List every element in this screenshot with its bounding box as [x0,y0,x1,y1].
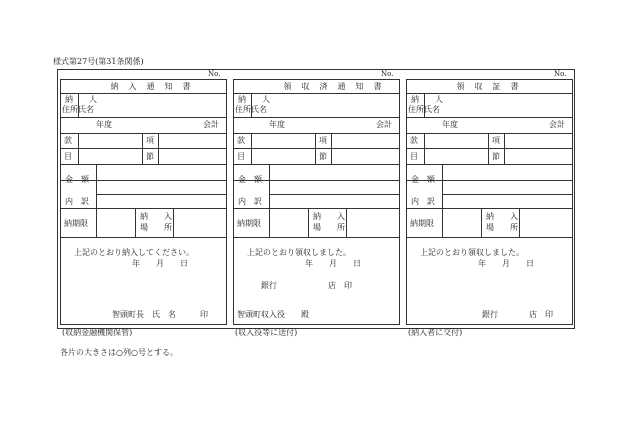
panel-1-date: 年 月 日 [132,259,188,268]
panel-3-message: 上記のとおり領収しました。 [420,248,524,257]
panel-3-nendo-label: 年度 [442,120,458,129]
panel-1-hline-6 [60,237,226,238]
panel-2-date: 年 月 日 [305,259,361,268]
form-reference: 様式第27号(第31条関係) [53,57,144,66]
panel-3-hline-2 [406,133,572,134]
panel-3-vline-place [519,208,520,237]
panel-2-vline-kou-left [315,133,316,164]
panel-3-place-label-2: 場 所 [486,223,518,232]
panel-1-vline-place [173,208,174,237]
panel-1-setsu-label: 節 [146,152,154,161]
panel-3-hline-0 [406,93,572,94]
panel-1-hline-0 [60,93,226,94]
panel-2-moku-label: 目 [237,152,245,161]
panel-1-vline-kou-left [142,133,143,164]
panel-2-no-label: No. [381,70,394,78]
panel-2-signature: 智頭町収入役 殿 [237,310,309,319]
panel-2-place-label-1: 納 入 [313,212,345,221]
panel-2-kigen-label: 納期限 [237,219,261,228]
panel-1-vline-kou-right [158,133,159,164]
panel-2-branch-seal: 店 印 [328,281,352,290]
panel-3-setsu-label: 節 [492,152,500,161]
panel-3-hline-5 [406,208,572,209]
panel-2-vline-kan [251,133,252,164]
panel-2-nendo-label: 年度 [269,120,285,129]
panel-2-footer-note: (収入役等に送付) [235,328,298,337]
panel-3-hline-4 [406,164,572,165]
panel-1-kaikei-label: 会計 [203,120,219,129]
panel-3-bank-label: 銀行 [482,310,498,319]
panel-2-amount-rule-2 [269,194,399,195]
panel-2-nyu-label: 納 人 [238,95,270,104]
panel-1-kingaku-label: 金 額 [65,175,89,184]
panel-2-title: 領収済通知書 [283,82,392,91]
panel-3-vline-amount [442,164,443,237]
panel-2-uchiwake-label: 内 訳 [238,197,262,206]
panel-3-amount-rule-2 [442,194,572,195]
panel-1-amount-rule-2 [96,194,226,195]
panel-2-hline-6 [233,237,399,238]
panel-3-moku-label: 目 [410,152,418,161]
panel-2-address-label: 住所氏名 [235,105,267,114]
panel-3-footer-note: (納入者に交付) [408,328,463,337]
panel-3-title: 領収証書 [456,82,529,91]
panel-1-nendo-label: 年度 [96,120,112,129]
panel-3-kaikei-label: 会計 [549,120,565,129]
panel-1-title: 納入通知書 [110,82,201,91]
panel-2-vline-kou-right [331,133,332,164]
panel-3-vline-kigen [481,208,482,237]
panel-1-message: 上記のとおり納入してください。 [74,248,194,257]
panel-1-kou-label: 項 [146,136,154,145]
panel-1-kigen-label: 納期限 [64,219,88,228]
panel-3-no-label: No. [554,70,567,78]
panel-3-vline-kou-right [504,133,505,164]
panel-2-vline-place [346,208,347,237]
panel-2-kou-label: 項 [319,136,327,145]
panel-1-hline-1 [60,117,226,118]
panel-3-kan-label: 款 [410,136,418,145]
panel-2-vline-amount [269,164,270,237]
panel-3-kigen-label: 納期限 [410,219,434,228]
panel-3-address-label: 住所氏名 [408,105,440,114]
panel-3-vline-kou-left [488,133,489,164]
panel-1-nyu-label: 納 人 [65,95,97,104]
panel-3-branch-seal: 店 印 [529,310,553,319]
panel-3-date: 年 月 日 [478,259,534,268]
panel-1-hline-5 [60,208,226,209]
panel-1-uchiwake-label: 内 訳 [65,197,89,206]
panel-1-footer-note: (収納金融機関保管) [62,328,133,337]
panel-3-kou-label: 項 [492,136,500,145]
panel-1-place-label-2: 場 所 [140,223,172,232]
panel-3-place-label-1: 納 入 [486,212,518,221]
panel-3-uchiwake-label: 内 訳 [411,197,435,206]
panel-2-bank-label: 銀行 [261,281,277,290]
panel-1-vline-amount [96,164,97,237]
panel-2-message: 上記のとおり領収しました。 [247,248,351,257]
panel-3-hline-3 [406,148,572,149]
panel-3-kingaku-label: 金 額 [411,175,435,184]
panel-1-signature: 智頭町長 氏 名 印 [112,310,208,319]
panel-2-setsu-label: 節 [319,152,327,161]
panel-2-place-label-2: 場 所 [313,223,345,232]
panel-1-no-label: No. [208,70,221,78]
panel-1-hline-3 [60,148,226,149]
panel-2-kingaku-label: 金 額 [238,175,262,184]
panel-1-address-label: 住所氏名 [62,105,94,114]
panel-3-hline-1 [406,117,572,118]
panel-2-hline-0 [233,93,399,94]
panel-2-kan-label: 款 [237,136,245,145]
panel-1-place-label-1: 納 入 [140,212,172,221]
panel-1-vline-kigen [135,208,136,237]
panel-2-kaikei-label: 会計 [376,120,392,129]
panel-2-hline-2 [233,133,399,134]
footnote: 各片の大きさは○列○号とする。 [60,348,178,357]
panel-2-hline-1 [233,117,399,118]
panel-1-hline-4 [60,164,226,165]
panel-1-kan-label: 款 [64,136,72,145]
panel-3-nyu-label: 納 人 [411,95,443,104]
panel-1-hline-2 [60,133,226,134]
panel-1-moku-label: 目 [64,152,72,161]
panel-3-vline-kan [424,133,425,164]
panel-2-hline-3 [233,148,399,149]
panel-2-hline-4 [233,164,399,165]
panel-1-vline-kan [78,133,79,164]
panel-2-hline-5 [233,208,399,209]
panel-3-hline-6 [406,237,572,238]
panel-2-vline-kigen [308,208,309,237]
